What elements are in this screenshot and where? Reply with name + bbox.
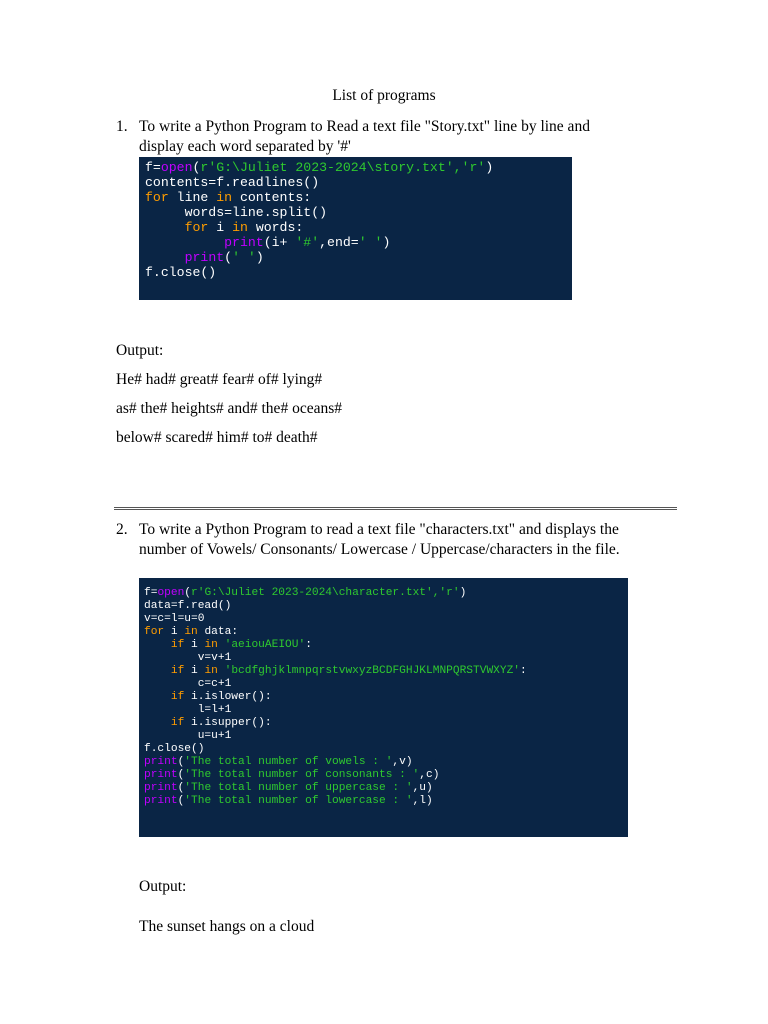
code-line bbox=[145, 250, 566, 265]
code-token: (i+ bbox=[263, 235, 296, 250]
code-token: l=l+1 bbox=[144, 704, 232, 716]
output-label: Output: bbox=[139, 878, 187, 895]
code-token: 'aeiouAEIOU' bbox=[224, 639, 306, 651]
code-token bbox=[218, 639, 225, 651]
code-line bbox=[144, 782, 623, 795]
code-token: 'bcdfghjklmnpqrstvwxyzBCDFGHJKLMNPQRSTVWXYZ' bbox=[224, 665, 521, 677]
code-line bbox=[144, 600, 623, 613]
question-text-line: To write a Python Program to Read a text file "Story.txt" line by line and bbox=[139, 118, 590, 135]
code-token: u=u+1 bbox=[144, 730, 232, 742]
code-token: ,v) bbox=[392, 756, 413, 768]
code-token: in bbox=[204, 665, 218, 677]
code-token: in bbox=[216, 190, 233, 205]
code-line bbox=[144, 691, 623, 704]
code-token: contents=f.readlines() bbox=[145, 175, 320, 190]
code-line bbox=[144, 730, 623, 743]
output-line: He# had# great# fear# of# lying# bbox=[116, 371, 323, 388]
code-block-1 bbox=[139, 157, 572, 300]
code-line bbox=[144, 639, 623, 652]
code-line bbox=[145, 190, 566, 205]
code-token: ) bbox=[485, 160, 494, 175]
code-line bbox=[144, 756, 623, 769]
code-token: print bbox=[144, 782, 178, 794]
code-token: f= bbox=[144, 587, 158, 599]
code-token bbox=[145, 235, 224, 250]
code-token: v=c=l=u=0 bbox=[144, 613, 205, 625]
code-line bbox=[145, 265, 566, 280]
code-block-2 bbox=[139, 578, 628, 837]
code-token: : bbox=[305, 639, 312, 651]
code-line bbox=[144, 704, 623, 717]
code-line bbox=[144, 717, 623, 730]
code-line bbox=[144, 743, 623, 756]
code-token: v=v+1 bbox=[144, 652, 232, 664]
code-token bbox=[144, 639, 171, 651]
output-line: as# the# heights# and# the# oceans# bbox=[116, 400, 342, 417]
code-token: print bbox=[144, 756, 178, 768]
code-token: 'The total number of vowels : ' bbox=[184, 756, 393, 768]
code-token: ,l) bbox=[412, 795, 433, 807]
code-token: print bbox=[184, 250, 225, 265]
question-text-line: display each word separated by '#' bbox=[139, 138, 351, 155]
code-token: if bbox=[170, 639, 185, 651]
code-line bbox=[144, 626, 623, 639]
code-token: ,c) bbox=[419, 769, 440, 781]
code-token: contents: bbox=[232, 190, 312, 205]
code-line bbox=[144, 795, 623, 808]
code-line bbox=[145, 175, 566, 190]
code-token: ' ' bbox=[358, 235, 383, 250]
code-token: ( bbox=[177, 795, 185, 807]
code-token: ( bbox=[177, 756, 185, 768]
code-line bbox=[144, 613, 623, 626]
code-token: data: bbox=[197, 626, 239, 638]
code-token: ) bbox=[459, 587, 467, 599]
code-token: i bbox=[184, 639, 205, 651]
code-token: print bbox=[144, 769, 178, 781]
code-line bbox=[145, 235, 566, 250]
code-token: i.islower(): bbox=[184, 691, 272, 703]
code-line bbox=[144, 652, 623, 665]
code-token: r'G:\Juliet 2023-2024\character.txt','r' bbox=[191, 587, 460, 599]
code-line bbox=[144, 678, 623, 691]
question-text-line: To write a Python Program to read a text file "characters.txt" and displays the bbox=[139, 521, 619, 538]
code-token: ) bbox=[255, 250, 264, 265]
output-line: below# scared# him# to# death# bbox=[116, 429, 318, 446]
code-token: ( bbox=[192, 160, 201, 175]
code-token: ' ' bbox=[232, 250, 256, 265]
code-token: if bbox=[170, 665, 185, 677]
output-line: The sunset hangs on a cloud bbox=[139, 918, 315, 935]
code-token: 'The total number of lowercase : ' bbox=[184, 795, 413, 807]
question-2 bbox=[116, 520, 696, 560]
code-token: print bbox=[144, 795, 178, 807]
code-token: i.isupper(): bbox=[184, 717, 272, 729]
code-token: print bbox=[224, 235, 264, 250]
code-token: for bbox=[145, 190, 169, 205]
code-line bbox=[144, 587, 623, 600]
code-token: if bbox=[170, 691, 185, 703]
section-divider bbox=[114, 507, 677, 510]
code-token: open bbox=[157, 587, 185, 599]
code-token: '#' bbox=[295, 235, 320, 250]
code-token bbox=[144, 691, 171, 703]
code-token: f.close() bbox=[145, 265, 217, 280]
code-token: f= bbox=[145, 160, 161, 175]
code-token: ( bbox=[184, 587, 192, 599]
question-number: 2. bbox=[116, 521, 128, 538]
code-line bbox=[145, 220, 566, 235]
code-token: ) bbox=[382, 235, 391, 250]
code-token: for bbox=[184, 220, 209, 235]
page-title: List of programs bbox=[332, 87, 436, 104]
code-token bbox=[145, 220, 185, 235]
code-token: words=line.split() bbox=[145, 205, 328, 220]
code-token bbox=[144, 665, 171, 677]
question-1 bbox=[116, 117, 676, 157]
code-token: ,u) bbox=[412, 782, 433, 794]
code-token: : bbox=[520, 665, 527, 677]
code-token: ,end= bbox=[319, 235, 359, 250]
code-token: r'G:\Juliet 2023-2024\story.txt','r' bbox=[200, 160, 486, 175]
code-token: open bbox=[160, 160, 193, 175]
code-token: i bbox=[184, 665, 205, 677]
code-line bbox=[145, 205, 566, 220]
code-token: 'The total number of uppercase : ' bbox=[184, 782, 413, 794]
code-token: c=c+1 bbox=[144, 678, 232, 690]
code-token bbox=[218, 665, 225, 677]
code-token: i bbox=[164, 626, 185, 638]
code-line bbox=[144, 769, 623, 782]
code-token bbox=[144, 717, 171, 729]
code-token: ( bbox=[177, 769, 185, 781]
code-token: line bbox=[168, 190, 217, 205]
code-token: in bbox=[184, 626, 198, 638]
code-token: ( bbox=[224, 250, 233, 265]
code-line bbox=[144, 665, 623, 678]
code-token: for bbox=[144, 626, 165, 638]
code-token bbox=[145, 250, 185, 265]
code-token: data=f.read() bbox=[144, 600, 232, 612]
question-text-line: number of Vowels/ Consonants/ Lowercase / Uppercase/characters in the file. bbox=[139, 541, 620, 558]
code-token: i bbox=[208, 220, 233, 235]
question-number: 1. bbox=[116, 118, 128, 135]
code-token: f.close() bbox=[144, 743, 205, 755]
code-token: if bbox=[170, 717, 185, 729]
code-token: in bbox=[204, 639, 218, 651]
code-token: words: bbox=[247, 220, 304, 235]
code-token: in bbox=[232, 220, 248, 235]
code-token: 'The total number of consonants : ' bbox=[184, 769, 420, 781]
code-line bbox=[145, 160, 566, 175]
code-token: ( bbox=[177, 782, 185, 794]
output-label: Output: bbox=[116, 342, 164, 359]
